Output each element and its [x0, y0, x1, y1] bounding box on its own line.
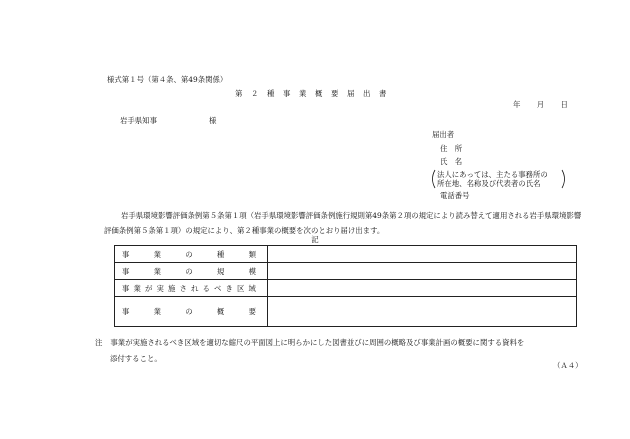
row-label: [115, 263, 268, 280]
label-char: の: [185, 249, 193, 259]
addressee-name: 岩手県知事: [120, 116, 157, 125]
label-char: 区: [237, 283, 245, 293]
form-number-label: 様式第１号（第４条、第49条関係）: [107, 75, 228, 84]
note-text: 事業が実施されるべき区域を適切な縮尺の平面図上に明らかにした図書並びに周囲の概略及び事業計画の概要に関する資料を: [110, 338, 525, 347]
body-paragraph: 岩手県環境影響評価条例第５条第１項（岩手県環境影響評価条例施行規則第49条第２項の規定により読み替えて適用される岩手県環境影響評価条例第５条第１項）の規定により、第２種事業の概要を次のとおり届け出ます。: [104, 211, 582, 235]
row-value[interactable]: [268, 263, 577, 280]
row-label: [115, 297, 268, 327]
spread-text: [122, 283, 256, 294]
label-char: が: [145, 283, 153, 293]
addressee-honorific: 様: [208, 116, 217, 125]
label-char: 業: [153, 266, 162, 276]
row-value[interactable]: [268, 246, 577, 263]
date-day: 日: [560, 100, 568, 109]
spread-text: [122, 249, 256, 260]
notifier-name-label: 氏 名: [440, 157, 463, 166]
row-value[interactable]: [268, 297, 577, 327]
label-char: れ: [191, 283, 199, 293]
label-char: 業: [153, 249, 162, 259]
notifier-phone-label: 電話番号: [440, 191, 470, 200]
table-row: [115, 246, 577, 263]
date-month: 月: [536, 100, 545, 109]
label-char: の: [185, 266, 193, 276]
corporate-note-line2: 所在地、名称及び代表者の氏名: [437, 179, 541, 188]
label-char: さ: [179, 283, 187, 293]
label-char: 概: [216, 307, 225, 316]
document-title: 第２種事業概要届出書: [235, 89, 395, 98]
note-line2: 添付すること。: [110, 354, 162, 363]
label-char: 事: [122, 266, 130, 276]
label-char: の: [185, 307, 193, 316]
notifier-address-label: 住 所: [440, 144, 463, 153]
corporate-note-line1: 法人にあっては、主たる事務所の: [437, 170, 548, 179]
label-char: べ: [214, 283, 222, 293]
label-char: 業: [133, 283, 141, 293]
note-prefix: 注: [95, 338, 103, 347]
label-char: 類: [248, 249, 256, 259]
label-char: 業: [153, 307, 162, 316]
addressee: [120, 117, 216, 124]
label-char: 域: [248, 283, 256, 293]
label-char: 事: [122, 307, 130, 316]
note: [95, 335, 595, 370]
label-char: 模: [248, 266, 256, 276]
table-row: [115, 297, 577, 327]
spread-text: [122, 266, 256, 277]
notifier-label: 届出者: [432, 130, 455, 139]
project-detail-table: [114, 245, 577, 327]
table-row: [115, 280, 577, 297]
label-char: 要: [248, 307, 256, 316]
label-char: 事: [122, 283, 130, 293]
label-char: 事: [122, 249, 130, 259]
ki-heading: 記: [311, 235, 319, 244]
row-label: [115, 246, 268, 263]
label-char: 規: [216, 266, 225, 276]
row-label: [115, 280, 268, 297]
spread-text: [122, 306, 256, 317]
note-line1: [95, 335, 595, 351]
row-value[interactable]: [268, 280, 577, 297]
date-year: 年: [513, 100, 521, 109]
label-char: き: [225, 283, 233, 293]
date-line: [513, 101, 568, 108]
label-char: 施: [168, 283, 176, 293]
label-char: 種: [216, 249, 225, 259]
table-row: [115, 263, 577, 280]
label-char: 実: [156, 283, 164, 293]
paper-size-label: （Ａ４）: [553, 361, 583, 370]
label-char: る: [202, 283, 210, 293]
